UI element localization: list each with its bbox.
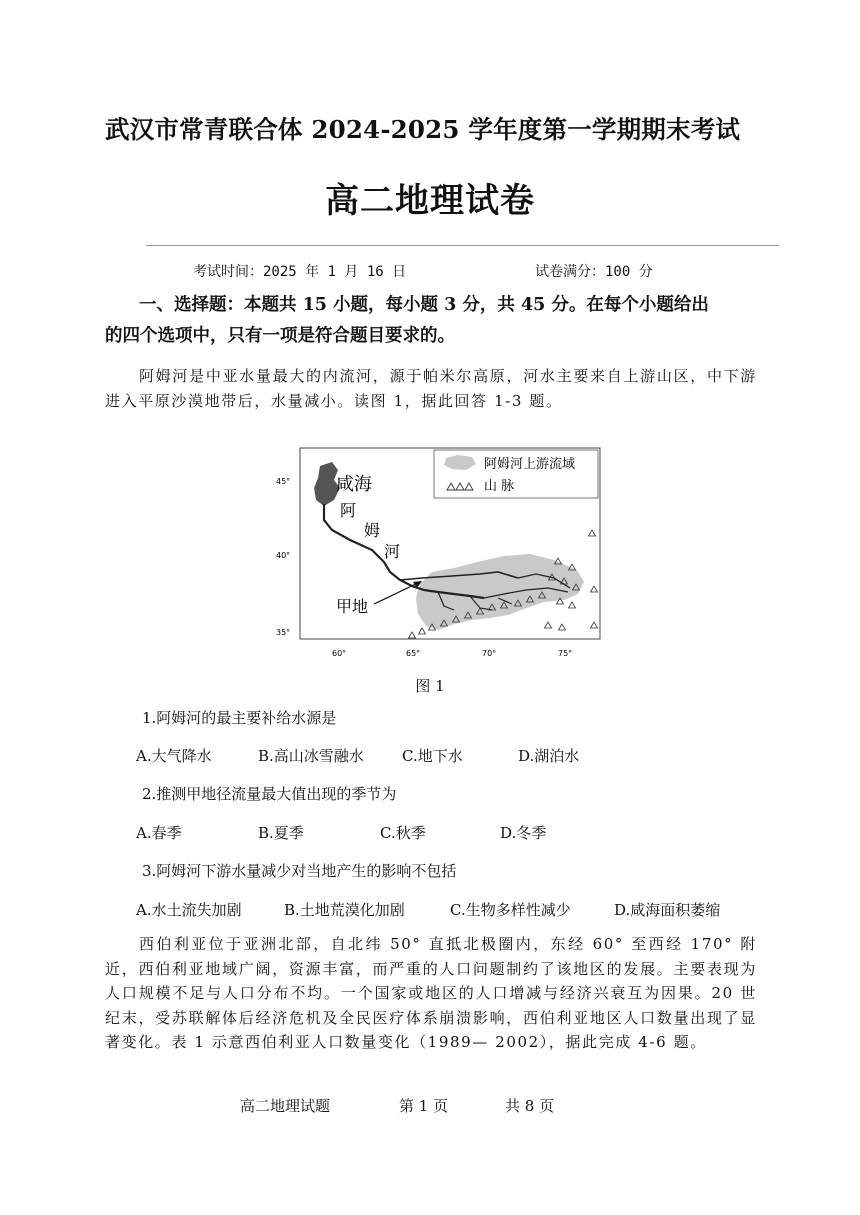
map-label-aral-sea: 咸海 [336, 474, 372, 495]
lat-label-35: 35° [276, 628, 291, 637]
legend-basin-label: 阿姆河上游流域 [484, 457, 576, 472]
lon-label-70: 70° [482, 649, 497, 658]
map-label-river-1: 阿 [340, 501, 357, 520]
q1-option-c: C.地下水 [402, 747, 463, 765]
lat-label-45: 45° [276, 477, 291, 486]
amu-darya-map [272, 444, 604, 658]
q2-option-c: C.秋季 [380, 824, 426, 842]
question-2-stem: 2.推测甲地径流量最大值出现的季节为 [142, 785, 397, 803]
section-heading-line2: 的四个选项中，只有一项是符合题目要求的。 [105, 326, 455, 346]
q1-option-b: B.高山冰雪融水 [258, 747, 364, 765]
figure-caption: 图 1 [415, 677, 445, 695]
section-heading [105, 290, 765, 352]
question-1-stem: 1.阿姆河的最主要补给水源是 [142, 709, 337, 727]
passage-amu-darya: 阿姆河是中亚水量最大的内流河，源于帕米尔高原，河水主要来自上游山区，中下游进入平原沙漠地带后，水量减小。读图 1，据此回答 1-3 题。 [105, 367, 757, 410]
exam-time: 考试时间：2025 年 1 月 16 日 [193, 264, 407, 280]
q2-option-a: A.春季 [136, 824, 182, 842]
passage-siberia: 西伯利亚位于亚洲北部，自北纬 50° 直抵北极圈内，东经 60° 至西经 170° 附近，西伯利亚地域广阔，资源丰富，而严重的人口问题制约了该地区的发展。主要表现为人口规模不足与人口分布不均。一个国家或地区的人口增减与经济兴衰互为因果。20 世纪末，受苏联解体后经济危机及全民医疗体系崩溃影响，西伯利亚地区人口数量出现了显著变化。表 1 示意西伯利亚人口数量变化（1989— 2002），据此完成 4-6 题。 [105, 935, 757, 1051]
lon-label-65: 65° [406, 649, 421, 658]
map-label-river-3: 河 [384, 542, 401, 561]
legend-mountain-label: 山 脉 [484, 479, 515, 494]
lon-label-75: 75° [558, 649, 573, 658]
full-score: 试卷满分：100 分 [535, 264, 653, 280]
q3-option-d: D.咸海面积萎缩 [614, 901, 721, 919]
exam-title: 武汉市常青联合体 2024-2025 学年度第一学期期末考试 [105, 115, 741, 144]
footer-page: 第 1 页 [399, 1097, 449, 1115]
q1-option-a: A.大气降水 [136, 747, 212, 765]
q1-option-d: D.湖泊水 [518, 747, 580, 765]
q3-option-b: B.土地荒漠化加剧 [284, 901, 405, 919]
footer-subject: 高二地理试题 [240, 1097, 331, 1115]
map-label-site: 甲地 [336, 597, 369, 616]
q3-option-a: A.水土流失加剧 [136, 901, 242, 919]
section-heading-line1: 一、选择题：本题共 15 小题，每小题 3 分，共 45 分。在每个小题给出 [139, 295, 709, 315]
question-3-stem: 3.阿姆河下游水量减少对当地产生的影响不包括 [142, 862, 457, 880]
q2-option-d: D.冬季 [500, 824, 547, 842]
lat-label-40: 40° [276, 551, 291, 560]
footer-total: 共 8 页 [505, 1097, 555, 1115]
lon-label-60: 60° [332, 649, 347, 658]
q2-option-b: B.夏季 [258, 824, 304, 842]
paper-subtitle: 高二地理试卷 [325, 181, 535, 221]
q3-option-c: C.生物多样性减少 [450, 901, 571, 919]
map-label-river-2: 姆 [364, 521, 381, 540]
header-divider [146, 245, 779, 246]
